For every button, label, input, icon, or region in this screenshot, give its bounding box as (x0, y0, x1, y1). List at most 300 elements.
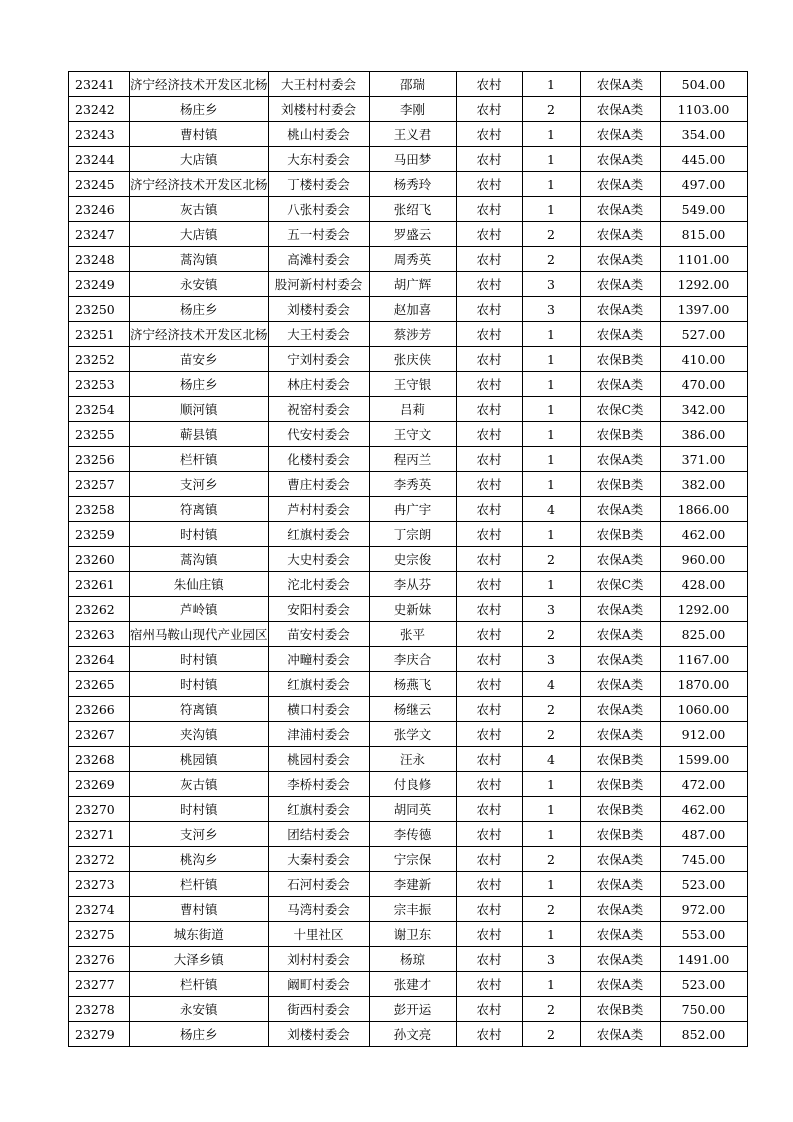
table-row (69, 922, 748, 947)
table-row (69, 597, 748, 622)
name-cell: 李从芬 (369, 572, 456, 597)
amount-cell: 371.00 (660, 447, 747, 472)
record-id: 23273 (69, 872, 130, 897)
town-cell: 桃沟乡 (130, 847, 269, 872)
type-cell: 农村 (456, 522, 522, 547)
name-cell: 王义君 (369, 122, 456, 147)
village-cell: 代安村委会 (268, 422, 369, 447)
table-row (69, 372, 748, 397)
amount-cell: 445.00 (660, 147, 747, 172)
town-cell: 栏杆镇 (130, 872, 269, 897)
table-row (69, 122, 748, 147)
type-cell: 农村 (456, 897, 522, 922)
record-id: 23243 (69, 122, 130, 147)
amount-cell: 1101.00 (660, 247, 747, 272)
amount-cell: 549.00 (660, 197, 747, 222)
count-cell: 1 (522, 872, 580, 897)
table-row (69, 997, 748, 1022)
name-cell: 胡广辉 (369, 272, 456, 297)
count-cell: 2 (522, 997, 580, 1022)
category-cell: 农保B类 (580, 522, 660, 547)
type-cell: 农村 (456, 797, 522, 822)
category-cell: 农保A类 (580, 322, 660, 347)
type-cell: 农村 (456, 272, 522, 297)
record-id: 23248 (69, 247, 130, 272)
count-cell: 1 (522, 972, 580, 997)
count-cell: 3 (522, 597, 580, 622)
town-cell: 灰古镇 (130, 197, 269, 222)
name-cell: 付良修 (369, 772, 456, 797)
name-cell: 李庆合 (369, 647, 456, 672)
type-cell: 农村 (456, 597, 522, 622)
table-row (69, 222, 748, 247)
town-cell: 时村镇 (130, 522, 269, 547)
record-id: 23274 (69, 897, 130, 922)
record-id: 23277 (69, 972, 130, 997)
record-id: 23279 (69, 1022, 130, 1047)
village-cell: 八张村委会 (268, 197, 369, 222)
type-cell: 农村 (456, 872, 522, 897)
count-cell: 2 (522, 97, 580, 122)
village-cell: 桃山村委会 (268, 122, 369, 147)
amount-cell: 354.00 (660, 122, 747, 147)
town-cell: 支河乡 (130, 822, 269, 847)
amount-cell: 382.00 (660, 472, 747, 497)
type-cell: 农村 (456, 222, 522, 247)
name-cell: 邵瑞 (369, 72, 456, 97)
category-cell: 农保C类 (580, 397, 660, 422)
amount-cell: 472.00 (660, 772, 747, 797)
type-cell: 农村 (456, 572, 522, 597)
type-cell: 农村 (456, 672, 522, 697)
name-cell: 李刚 (369, 97, 456, 122)
amount-cell: 852.00 (660, 1022, 747, 1047)
name-cell: 张学文 (369, 722, 456, 747)
record-id: 23257 (69, 472, 130, 497)
town-cell: 蒿沟镇 (130, 547, 269, 572)
town-cell: 蒿沟镇 (130, 247, 269, 272)
record-id: 23278 (69, 997, 130, 1022)
count-cell: 1 (522, 172, 580, 197)
town-cell: 时村镇 (130, 672, 269, 697)
count-cell: 2 (522, 247, 580, 272)
type-cell: 农村 (456, 972, 522, 997)
type-cell: 农村 (456, 197, 522, 222)
record-id: 23252 (69, 347, 130, 372)
type-cell: 农村 (456, 772, 522, 797)
table-row (69, 772, 748, 797)
amount-cell: 1167.00 (660, 647, 747, 672)
town-cell: 宿州马鞍山现代产业园区 (130, 622, 269, 647)
village-cell: 化楼村委会 (268, 447, 369, 472)
village-cell: 街西村委会 (268, 997, 369, 1022)
type-cell: 农村 (456, 72, 522, 97)
count-cell: 1 (522, 822, 580, 847)
town-cell: 济宁经济技术开发区北杨 (130, 72, 269, 97)
village-cell: 红旗村委会 (268, 522, 369, 547)
town-cell: 大泽乡镇 (130, 947, 269, 972)
town-cell: 大店镇 (130, 147, 269, 172)
record-id: 23249 (69, 272, 130, 297)
village-cell: 林庄村委会 (268, 372, 369, 397)
record-id: 23242 (69, 97, 130, 122)
count-cell: 2 (522, 547, 580, 572)
town-cell: 济宁经济技术开发区北杨 (130, 172, 269, 197)
town-cell: 符离镇 (130, 697, 269, 722)
record-id: 23250 (69, 297, 130, 322)
name-cell: 宗丰振 (369, 897, 456, 922)
count-cell: 1 (522, 147, 580, 172)
table-row (69, 847, 748, 872)
town-cell: 杨庄乡 (130, 97, 269, 122)
record-id: 23269 (69, 772, 130, 797)
table-row (69, 72, 748, 97)
village-cell: 丁楼村委会 (268, 172, 369, 197)
village-cell: 十里社区 (268, 922, 369, 947)
amount-cell: 527.00 (660, 322, 747, 347)
table-row (69, 197, 748, 222)
type-cell: 农村 (456, 722, 522, 747)
amount-cell: 1866.00 (660, 497, 747, 522)
amount-cell: 523.00 (660, 872, 747, 897)
name-cell: 宁宗保 (369, 847, 456, 872)
record-id: 23263 (69, 622, 130, 647)
type-cell: 农村 (456, 322, 522, 347)
village-cell: 祝窑村委会 (268, 397, 369, 422)
record-id: 23267 (69, 722, 130, 747)
type-cell: 农村 (456, 622, 522, 647)
town-cell: 杨庄乡 (130, 1022, 269, 1047)
category-cell: 农保B类 (580, 997, 660, 1022)
count-cell: 1 (522, 197, 580, 222)
amount-cell: 497.00 (660, 172, 747, 197)
name-cell: 谢卫东 (369, 922, 456, 947)
type-cell: 农村 (456, 822, 522, 847)
name-cell: 杨秀玲 (369, 172, 456, 197)
table-row (69, 172, 748, 197)
table-row (69, 897, 748, 922)
table-row (69, 722, 748, 747)
table-row (69, 622, 748, 647)
village-cell: 宁刘村委会 (268, 347, 369, 372)
name-cell: 史宗俊 (369, 547, 456, 572)
category-cell: 农保A类 (580, 122, 660, 147)
village-cell: 刘楼村委会 (268, 1022, 369, 1047)
amount-cell: 1292.00 (660, 272, 747, 297)
town-cell: 永安镇 (130, 997, 269, 1022)
table-row (69, 547, 748, 572)
name-cell: 冉广宇 (369, 497, 456, 522)
town-cell: 蕲县镇 (130, 422, 269, 447)
type-cell: 农村 (456, 647, 522, 672)
category-cell: 农保A类 (580, 872, 660, 897)
town-cell: 栏杆镇 (130, 447, 269, 472)
town-cell: 符离镇 (130, 497, 269, 522)
amount-cell: 553.00 (660, 922, 747, 947)
village-cell: 大秦村委会 (268, 847, 369, 872)
name-cell: 张庆侠 (369, 347, 456, 372)
town-cell: 曹村镇 (130, 122, 269, 147)
category-cell: 农保B类 (580, 347, 660, 372)
category-cell: 农保A类 (580, 272, 660, 297)
type-cell: 农村 (456, 372, 522, 397)
table-row (69, 347, 748, 372)
count-cell: 4 (522, 747, 580, 772)
amount-cell: 815.00 (660, 222, 747, 247)
village-cell: 安阳村委会 (268, 597, 369, 622)
category-cell: 农保A类 (580, 922, 660, 947)
amount-cell: 428.00 (660, 572, 747, 597)
category-cell: 农保A类 (580, 447, 660, 472)
category-cell: 农保B类 (580, 772, 660, 797)
name-cell: 赵加喜 (369, 297, 456, 322)
amount-cell: 342.00 (660, 397, 747, 422)
amount-cell: 825.00 (660, 622, 747, 647)
type-cell: 农村 (456, 122, 522, 147)
category-cell: 农保A类 (580, 72, 660, 97)
category-cell: 农保B类 (580, 822, 660, 847)
town-cell: 大店镇 (130, 222, 269, 247)
amount-cell: 1397.00 (660, 297, 747, 322)
count-cell: 4 (522, 672, 580, 697)
name-cell: 杨继云 (369, 697, 456, 722)
name-cell: 吕莉 (369, 397, 456, 422)
category-cell: 农保A类 (580, 672, 660, 697)
village-cell: 李桥村委会 (268, 772, 369, 797)
record-id: 23271 (69, 822, 130, 847)
record-id: 23241 (69, 72, 130, 97)
count-cell: 2 (522, 722, 580, 747)
count-cell: 3 (522, 297, 580, 322)
table-row (69, 472, 748, 497)
category-cell: 农保A类 (580, 97, 660, 122)
category-cell: 农保A类 (580, 222, 660, 247)
table-row (69, 697, 748, 722)
name-cell: 李传德 (369, 822, 456, 847)
village-cell: 高滩村委会 (268, 247, 369, 272)
name-cell: 王守文 (369, 422, 456, 447)
count-cell: 2 (522, 1022, 580, 1047)
category-cell: 农保A类 (580, 972, 660, 997)
amount-cell: 745.00 (660, 847, 747, 872)
count-cell: 3 (522, 647, 580, 672)
name-cell: 张建才 (369, 972, 456, 997)
record-id: 23244 (69, 147, 130, 172)
record-id: 23255 (69, 422, 130, 447)
table-row (69, 422, 748, 447)
amount-cell: 1491.00 (660, 947, 747, 972)
town-cell: 夹沟镇 (130, 722, 269, 747)
count-cell: 2 (522, 222, 580, 247)
amount-cell: 504.00 (660, 72, 747, 97)
category-cell: 农保B类 (580, 422, 660, 447)
record-id: 23264 (69, 647, 130, 672)
table-row (69, 747, 748, 772)
amount-cell: 1103.00 (660, 97, 747, 122)
record-id: 23256 (69, 447, 130, 472)
record-id: 23275 (69, 922, 130, 947)
name-cell: 孙文亮 (369, 1022, 456, 1047)
town-cell: 灰古镇 (130, 772, 269, 797)
table-row (69, 797, 748, 822)
amount-cell: 523.00 (660, 972, 747, 997)
name-cell: 杨燕飞 (369, 672, 456, 697)
record-id: 23258 (69, 497, 130, 522)
data-sheet (68, 71, 748, 1047)
village-cell: 阚町村委会 (268, 972, 369, 997)
table-row (69, 872, 748, 897)
table-row (69, 1022, 748, 1047)
count-cell: 2 (522, 847, 580, 872)
category-cell: 农保B类 (580, 747, 660, 772)
count-cell: 1 (522, 447, 580, 472)
type-cell: 农村 (456, 347, 522, 372)
amount-cell: 750.00 (660, 997, 747, 1022)
village-cell: 津浦村委会 (268, 722, 369, 747)
type-cell: 农村 (456, 847, 522, 872)
category-cell: 农保A类 (580, 622, 660, 647)
type-cell: 农村 (456, 247, 522, 272)
records-body (69, 72, 748, 1047)
table-row (69, 247, 748, 272)
village-cell: 团结村委会 (268, 822, 369, 847)
type-cell: 农村 (456, 747, 522, 772)
amount-cell: 1060.00 (660, 697, 747, 722)
table-row (69, 972, 748, 997)
category-cell: 农保A类 (580, 547, 660, 572)
category-cell: 农保A类 (580, 1022, 660, 1047)
table-row (69, 272, 748, 297)
village-cell: 曹庄村委会 (268, 472, 369, 497)
town-cell: 杨庄乡 (130, 372, 269, 397)
count-cell: 1 (522, 922, 580, 947)
count-cell: 2 (522, 697, 580, 722)
type-cell: 农村 (456, 497, 522, 522)
town-cell: 支河乡 (130, 472, 269, 497)
name-cell: 丁宗朗 (369, 522, 456, 547)
table-row (69, 147, 748, 172)
table-row (69, 572, 748, 597)
count-cell: 1 (522, 72, 580, 97)
town-cell: 永安镇 (130, 272, 269, 297)
town-cell: 朱仙庄镇 (130, 572, 269, 597)
village-cell: 大王村村委会 (268, 72, 369, 97)
type-cell: 农村 (456, 297, 522, 322)
table-row (69, 947, 748, 972)
category-cell: 农保A类 (580, 597, 660, 622)
village-cell: 红旗村委会 (268, 797, 369, 822)
type-cell: 农村 (456, 1022, 522, 1047)
record-id: 23268 (69, 747, 130, 772)
village-cell: 石河村委会 (268, 872, 369, 897)
count-cell: 2 (522, 622, 580, 647)
village-cell: 冲疃村委会 (268, 647, 369, 672)
category-cell: 农保A类 (580, 897, 660, 922)
type-cell: 农村 (456, 997, 522, 1022)
category-cell: 农保A类 (580, 297, 660, 322)
town-cell: 桃园镇 (130, 747, 269, 772)
category-cell: 农保A类 (580, 497, 660, 522)
name-cell: 马田梦 (369, 147, 456, 172)
village-cell: 苗安村委会 (268, 622, 369, 647)
category-cell: 农保B类 (580, 472, 660, 497)
village-cell: 五一村委会 (268, 222, 369, 247)
type-cell: 农村 (456, 947, 522, 972)
type-cell: 农村 (456, 447, 522, 472)
record-id: 23266 (69, 697, 130, 722)
category-cell: 农保A类 (580, 197, 660, 222)
town-cell: 时村镇 (130, 797, 269, 822)
type-cell: 农村 (456, 97, 522, 122)
category-cell: 农保A类 (580, 147, 660, 172)
town-cell: 苗安乡 (130, 347, 269, 372)
table-row (69, 672, 748, 697)
count-cell: 2 (522, 897, 580, 922)
name-cell: 周秀英 (369, 247, 456, 272)
table-row (69, 822, 748, 847)
amount-cell: 912.00 (660, 722, 747, 747)
table-row (69, 397, 748, 422)
count-cell: 4 (522, 497, 580, 522)
type-cell: 农村 (456, 172, 522, 197)
name-cell: 张绍飞 (369, 197, 456, 222)
type-cell: 农村 (456, 147, 522, 172)
record-id: 23245 (69, 172, 130, 197)
type-cell: 农村 (456, 472, 522, 497)
name-cell: 彭开运 (369, 997, 456, 1022)
amount-cell: 960.00 (660, 547, 747, 572)
records-table (68, 71, 748, 1047)
category-cell: 农保A类 (580, 947, 660, 972)
record-id: 23247 (69, 222, 130, 247)
record-id: 23259 (69, 522, 130, 547)
category-cell: 农保A类 (580, 247, 660, 272)
name-cell: 李建新 (369, 872, 456, 897)
village-cell: 刘楼村委会 (268, 297, 369, 322)
town-cell: 顺河镇 (130, 397, 269, 422)
village-cell: 大东村委会 (268, 147, 369, 172)
name-cell: 罗盛云 (369, 222, 456, 247)
category-cell: 农保C类 (580, 572, 660, 597)
type-cell: 农村 (456, 422, 522, 447)
category-cell: 农保B类 (580, 797, 660, 822)
amount-cell: 1599.00 (660, 747, 747, 772)
record-id: 23276 (69, 947, 130, 972)
name-cell: 杨琼 (369, 947, 456, 972)
name-cell: 胡同英 (369, 797, 456, 822)
category-cell: 农保A类 (580, 172, 660, 197)
town-cell: 芦岭镇 (130, 597, 269, 622)
amount-cell: 487.00 (660, 822, 747, 847)
record-id: 23253 (69, 372, 130, 397)
count-cell: 1 (522, 372, 580, 397)
name-cell: 蔡涉芳 (369, 322, 456, 347)
category-cell: 农保A类 (580, 847, 660, 872)
count-cell: 1 (522, 347, 580, 372)
amount-cell: 462.00 (660, 797, 747, 822)
table-row (69, 322, 748, 347)
amount-cell: 386.00 (660, 422, 747, 447)
record-id: 23262 (69, 597, 130, 622)
record-id: 23265 (69, 672, 130, 697)
count-cell: 1 (522, 522, 580, 547)
town-cell: 曹村镇 (130, 897, 269, 922)
count-cell: 1 (522, 797, 580, 822)
table-row (69, 522, 748, 547)
record-id: 23251 (69, 322, 130, 347)
record-id: 23254 (69, 397, 130, 422)
amount-cell: 1292.00 (660, 597, 747, 622)
